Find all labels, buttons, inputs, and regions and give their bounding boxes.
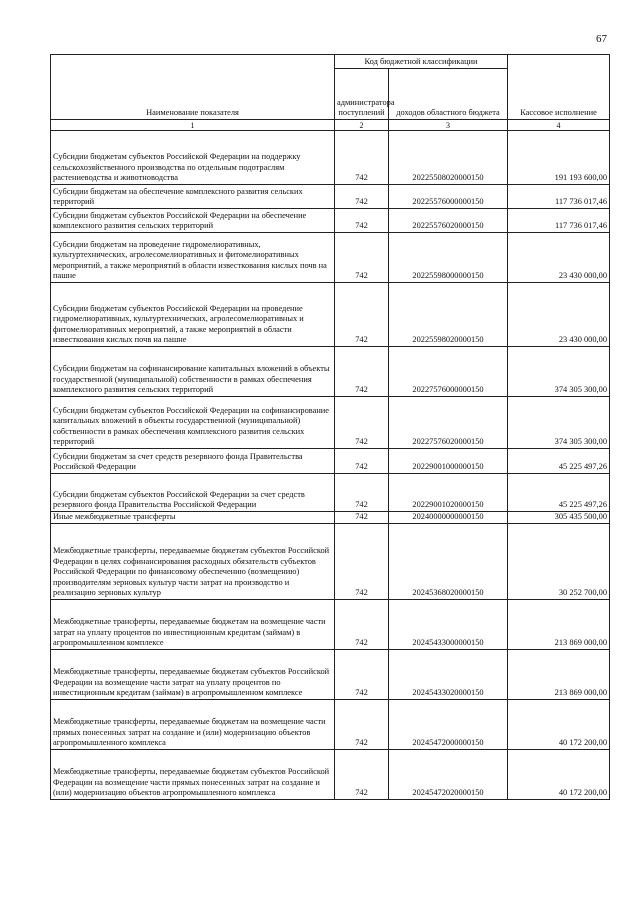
row-name: Иные межбюджетные трансферты — [51, 512, 335, 524]
row-admin-code: 742 — [335, 474, 389, 512]
row-name: Субсидии бюджетам субъектов Российской Федерации на обеспечение комплексного развития сельских территорий — [51, 209, 335, 233]
table-row — [51, 750, 610, 800]
row-admin-code: 742 — [335, 209, 389, 233]
row-name: Межбюджетные трансферты, передаваемые бюджетам субъектов Российской Федерации на возмещение части затрат на уплату процентов по инвестиционным кредитам (займам) в агропромышленном комплексе — [51, 650, 335, 700]
row-amount: 305 435 500,00 — [508, 512, 610, 524]
row-income-code: 20229001020000150 — [389, 474, 508, 512]
column-number-row — [51, 120, 610, 131]
row-income-code: 20225598020000150 — [389, 283, 508, 347]
row-name: Субсидии бюджетам на софинансирование капитальных вложений в объекты государственной (муниципальной) собственности в рамках обеспечения комплексного развития сельских территорий — [51, 347, 335, 397]
row-admin-code: 742 — [335, 185, 389, 209]
row-amount: 45 225 497,26 — [508, 474, 610, 512]
table-row — [51, 512, 610, 524]
row-amount: 117 736 017,46 — [508, 185, 610, 209]
table-row — [51, 449, 610, 474]
table-row — [51, 397, 610, 449]
table-row — [51, 185, 610, 209]
row-name: Межбюджетные трансферты, передаваемые бюджетам на возмещение части затрат на уплату процентов по инвестиционным кредитам (займам) в агропромышленном комплексе — [51, 600, 335, 650]
row-income-code: 20245433020000150 — [389, 650, 508, 700]
table-row — [51, 347, 610, 397]
row-amount: 40 172 200,00 — [508, 700, 610, 750]
table-row — [51, 474, 610, 512]
row-name: Субсидии бюджетам субъектов Российской Федерации на поддержку сельскохозяйственного производства по отдельным подотраслям растениеводства и животноводства — [51, 131, 335, 185]
row-amount: 191 193 600,00 — [508, 131, 610, 185]
page-number: 67 — [596, 33, 607, 45]
row-admin-code: 742 — [335, 131, 389, 185]
budget-table — [50, 54, 610, 800]
row-admin-code: 742 — [335, 283, 389, 347]
row-name: Межбюджетные трансферты, передаваемые бюджетам субъектов Российской Федерации в целях софинансирования расходных обязательств субъектов Российской Федерации по финансовому обеспечению (возмещению) производителям зерновых культур части затрат на производство и реализацию зерновых культур — [51, 524, 335, 600]
row-amount: 23 430 000,00 — [508, 233, 610, 283]
row-admin-code: 742 — [335, 700, 389, 750]
column-header-admin: администратора поступлений — [335, 69, 389, 120]
table-row — [51, 700, 610, 750]
table-row — [51, 283, 610, 347]
row-name: Межбюджетные трансферты, передаваемые бюджетам на возмещение части прямых понесенных затрат на создание и (или) модернизацию объектов агропромышленного комплекса — [51, 700, 335, 750]
row-name: Субсидии бюджетам субъектов Российской Федерации за счет средств резервного фонда Правительства Российской Федерации — [51, 474, 335, 512]
row-name: Субсидии бюджетам субъектов Российской Федерации на софинансирование капитальных вложений в объекты государственной (муниципальной) собственности в рамках обеспечения комплексного развития сельских территорий — [51, 397, 335, 449]
row-income-code: 20225508020000150 — [389, 131, 508, 185]
row-name: Субсидии бюджетам на проведение гидромелиоративных, культуртехнических, агролесомелиоративных и фитомелиоративных мероприятий, а также мероприятий в области известкования кислых почв на пашне — [51, 233, 335, 283]
column-number: 3 — [389, 120, 508, 131]
column-header-amount: Кассовое исполнение — [508, 55, 610, 120]
row-name: Субсидии бюджетам за счет средств резервного фонда Правительства Российской Федерации — [51, 449, 335, 474]
row-admin-code: 742 — [335, 233, 389, 283]
row-income-code: 20245472000000150 — [389, 700, 508, 750]
column-number: 4 — [508, 120, 610, 131]
row-amount: 30 252 700,00 — [508, 524, 610, 600]
row-income-code: 20225598000000150 — [389, 233, 508, 283]
row-admin-code: 742 — [335, 524, 389, 600]
row-income-code: 20229001000000150 — [389, 449, 508, 474]
row-income-code: 20245368020000150 — [389, 524, 508, 600]
row-income-code: 20245472020000150 — [389, 750, 508, 800]
table-row — [51, 600, 610, 650]
row-amount: 213 869 000,00 — [508, 600, 610, 650]
row-admin-code: 742 — [335, 347, 389, 397]
table-row — [51, 233, 610, 283]
row-income-code: 20245433000000150 — [389, 600, 508, 650]
column-header-code: доходов областного бюджета — [389, 69, 508, 120]
table-row — [51, 650, 610, 700]
row-admin-code: 742 — [335, 600, 389, 650]
row-income-code: 20227576020000150 — [389, 397, 508, 449]
column-header-name: Наименование показателя — [51, 55, 335, 120]
row-income-code: 20225576000000150 — [389, 185, 508, 209]
row-name: Субсидии бюджетам субъектов Российской Федерации на проведение гидромелиоративных, культуртехнических, агролесомелиоративных и фитомелиоративных мероприятий, а также мероприятий в области известкования кислых почв на пашне — [51, 283, 335, 347]
column-header-group: Код бюджетной классификации — [335, 55, 508, 69]
row-amount: 374 305 300,00 — [508, 397, 610, 449]
column-number: 1 — [51, 120, 335, 131]
row-amount: 374 305 300,00 — [508, 347, 610, 397]
table-row — [51, 131, 610, 185]
row-admin-code: 742 — [335, 397, 389, 449]
row-amount: 45 225 497,26 — [508, 449, 610, 474]
row-name: Субсидии бюджетам на обеспечение комплексного развития сельских территорий — [51, 185, 335, 209]
row-admin-code: 742 — [335, 650, 389, 700]
row-admin-code: 742 — [335, 449, 389, 474]
table-row — [51, 209, 610, 233]
row-income-code: 20225576020000150 — [389, 209, 508, 233]
row-amount: 117 736 017,46 — [508, 209, 610, 233]
column-number: 2 — [335, 120, 389, 131]
row-amount: 23 430 000,00 — [508, 283, 610, 347]
row-admin-code: 742 — [335, 512, 389, 524]
header-row-group — [51, 55, 610, 69]
row-amount: 40 172 200,00 — [508, 750, 610, 800]
row-income-code: 20240000000000150 — [389, 512, 508, 524]
table-row — [51, 524, 610, 600]
row-income-code: 20227576000000150 — [389, 347, 508, 397]
row-admin-code: 742 — [335, 750, 389, 800]
row-amount: 213 869 000,00 — [508, 650, 610, 700]
row-name: Межбюджетные трансферты, передаваемые бюджетам субъектов Российской Федерации на возмещение части прямых понесенных затрат на создание и (или) модернизацию объектов агропромышленного комплекса — [51, 750, 335, 800]
